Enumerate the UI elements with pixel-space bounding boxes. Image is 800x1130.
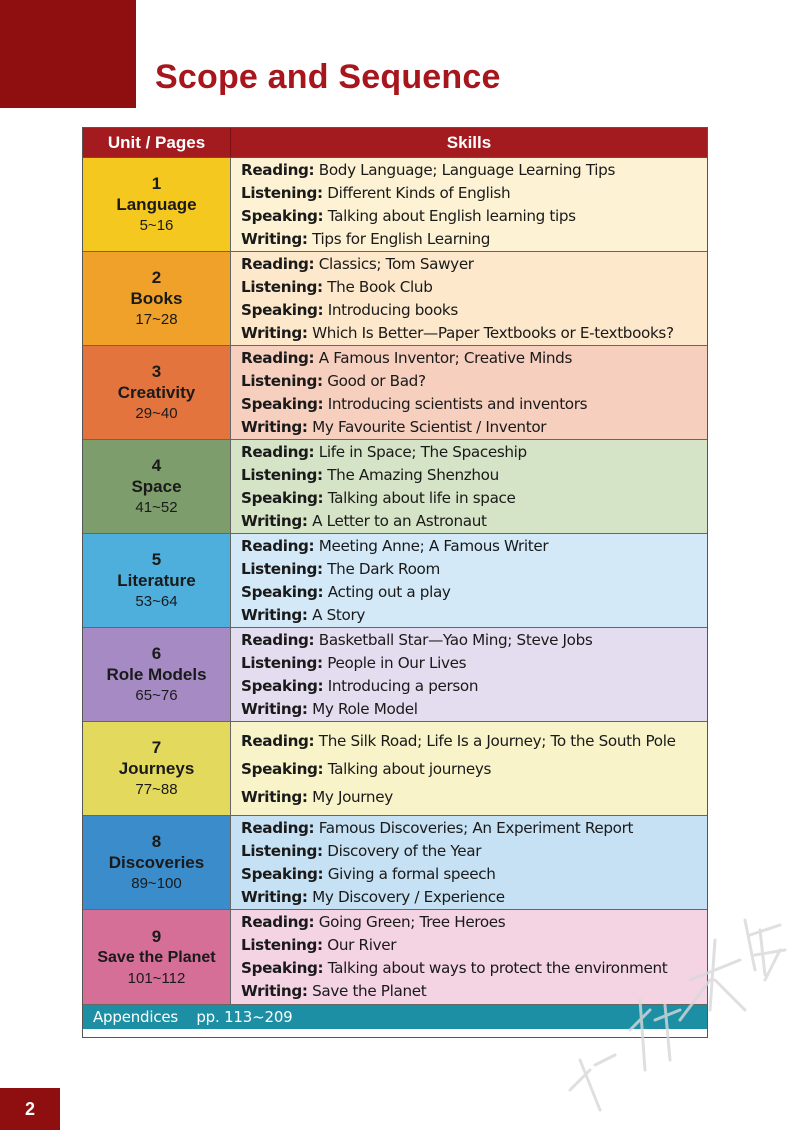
corner-decoration-block — [0, 0, 136, 108]
skill-text: Talking about ways to protect the environment — [327, 959, 668, 977]
skill-line — [241, 441, 697, 464]
skill-text: The Silk Road; Life Is a Journey; To the South Pole — [318, 731, 676, 750]
header-skills: Skills — [446, 132, 492, 152]
skill-text: The Amazing Shenzhou — [327, 465, 499, 484]
unit-row — [83, 628, 707, 722]
skill-text: Save the Planet — [312, 982, 427, 1000]
skill-label: Listening: — [241, 465, 323, 484]
unit-row — [83, 722, 707, 816]
unit-row — [83, 346, 707, 440]
skill-label: Reading: — [241, 630, 315, 649]
skill-text: Acting out a play — [327, 582, 451, 601]
skill-label: Writing: — [241, 511, 308, 530]
skill-text: Good or Bad? — [327, 371, 426, 390]
skills-cell — [231, 534, 707, 627]
skill-label: Reading: — [241, 818, 315, 837]
skill-label: Reading: — [241, 536, 315, 555]
unit-number: 9 — [151, 926, 162, 946]
skill-line — [241, 370, 697, 393]
skill-label: Reading: — [241, 913, 315, 931]
skill-text: Introducing scientists and inventors — [327, 394, 588, 413]
unit-name: Literature — [117, 571, 196, 590]
skill-label: Writing: — [241, 699, 308, 718]
skills-cell — [231, 910, 707, 1004]
skill-label: Writing: — [241, 787, 308, 806]
unit-cell — [83, 252, 231, 345]
skill-label: Listening: — [241, 653, 323, 672]
skill-text: Talking about life in space — [327, 488, 516, 507]
skill-label: Writing: — [241, 323, 308, 342]
skill-line — [241, 652, 697, 675]
skills-cell — [231, 158, 707, 251]
skill-label: Writing: — [241, 605, 308, 624]
skill-line — [241, 604, 697, 627]
unit-name: Role Models — [106, 665, 207, 684]
skill-line — [241, 487, 697, 510]
appendix-label: Appendices — [93, 1008, 179, 1026]
skill-text: My Journey — [312, 787, 393, 806]
skill-line — [241, 253, 697, 276]
skill-line — [241, 182, 697, 205]
skill-line — [241, 727, 697, 755]
unit-row — [83, 440, 707, 534]
skill-line — [241, 629, 697, 652]
skill-label: Speaking: — [241, 676, 324, 695]
skill-line — [241, 698, 697, 721]
skills-cell — [231, 252, 707, 345]
skills-cell — [231, 440, 707, 533]
unit-cell — [83, 534, 231, 627]
table-header-row — [83, 128, 707, 158]
skill-text: A Story — [312, 605, 365, 624]
skill-text: Famous Discoveries; An Experiment Report — [318, 818, 634, 837]
unit-cell — [83, 722, 231, 815]
skill-line — [241, 276, 697, 299]
unit-number: 2 — [151, 268, 162, 287]
skill-label: Speaking: — [241, 488, 324, 507]
skill-label: Reading: — [241, 254, 315, 273]
skill-text: Basketball Star—Yao Ming; Steve Jobs — [318, 630, 593, 649]
unit-number: 3 — [151, 362, 162, 381]
unit-name: Space — [131, 477, 182, 496]
unit-row — [83, 816, 707, 910]
skill-label: Reading: — [241, 442, 315, 461]
skill-label: Listening: — [241, 371, 323, 390]
unit-cell — [83, 910, 231, 1004]
skill-text: A Letter to an Astronaut — [312, 511, 487, 530]
skill-text: Going Green; Tree Heroes — [318, 913, 506, 931]
skill-label: Reading: — [241, 731, 315, 750]
skill-label: Writing: — [241, 982, 308, 1000]
unit-pages: 17~28 — [135, 311, 178, 328]
skill-text: Which Is Better—Paper Textbooks or E-textbooks? — [312, 323, 674, 342]
skill-line — [241, 840, 697, 863]
skill-text: Tips for English Learning — [312, 229, 491, 248]
skill-line — [241, 783, 697, 811]
skill-label: Listening: — [241, 277, 323, 296]
unit-pages: 53~64 — [135, 593, 178, 610]
skill-label: Listening: — [241, 183, 323, 202]
unit-row — [83, 534, 707, 628]
unit-row — [83, 158, 707, 252]
appendix-pages: pp. 113~209 — [196, 1008, 293, 1026]
skill-text: Different Kinds of English — [327, 183, 511, 202]
unit-cell — [83, 346, 231, 439]
skill-text: My Discovery / Experience — [312, 887, 505, 906]
unit-number: 4 — [151, 456, 162, 475]
skill-text: Introducing books — [327, 300, 458, 319]
unit-number: 6 — [151, 644, 162, 663]
unit-name: Books — [130, 289, 183, 308]
skill-line — [241, 416, 697, 439]
skill-label: Writing: — [241, 887, 308, 906]
unit-cell — [83, 440, 231, 533]
scope-sequence-table — [82, 127, 708, 1038]
unit-number: 8 — [151, 832, 162, 851]
skill-label: Speaking: — [241, 300, 324, 319]
skill-line — [241, 911, 697, 934]
skill-text: Giving a formal speech — [327, 864, 496, 883]
unit-row — [83, 252, 707, 346]
skill-label: Listening: — [241, 559, 323, 578]
skill-label: Reading: — [241, 160, 315, 179]
skill-line — [241, 817, 697, 840]
skills-cell — [231, 816, 707, 909]
skill-label: Listening: — [241, 841, 323, 860]
skill-text: The Dark Room — [327, 559, 440, 578]
unit-number: 5 — [151, 550, 162, 569]
skill-line — [241, 159, 697, 182]
skill-label: Writing: — [241, 229, 308, 248]
unit-pages: 29~40 — [135, 405, 178, 422]
unit-pages: 5~16 — [139, 217, 174, 234]
unit-name: Discoveries — [108, 853, 205, 872]
skill-line — [241, 535, 697, 558]
skill-line — [241, 228, 697, 251]
unit-pages: 65~76 — [135, 687, 178, 704]
unit-row — [83, 910, 707, 1005]
skill-line — [241, 755, 697, 783]
unit-cell — [83, 816, 231, 909]
unit-number: 1 — [151, 174, 162, 193]
skill-line — [241, 581, 697, 604]
unit-cell — [83, 158, 231, 251]
skill-line — [241, 347, 697, 370]
skill-label: Speaking: — [241, 582, 324, 601]
unit-pages: 89~100 — [131, 875, 182, 892]
unit-name: Journeys — [118, 759, 195, 778]
skill-line — [241, 205, 697, 228]
skill-line — [241, 934, 697, 957]
unit-rows — [83, 158, 707, 1005]
skill-label: Speaking: — [241, 394, 324, 413]
skill-text: Our River — [327, 936, 397, 954]
skill-label: Speaking: — [241, 959, 324, 977]
skill-text: Talking about English learning tips — [327, 206, 576, 225]
skill-text: Classics; Tom Sawyer — [318, 254, 474, 273]
skill-label: Speaking: — [241, 206, 324, 225]
skill-text: Meeting Anne; A Famous Writer — [318, 536, 549, 555]
unit-cell — [83, 628, 231, 721]
skill-line — [241, 322, 697, 345]
skill-line — [241, 299, 697, 322]
skill-line — [241, 510, 697, 533]
skill-line — [241, 558, 697, 581]
skill-line — [241, 464, 697, 487]
skill-line — [241, 393, 697, 416]
skill-text: Introducing a person — [327, 676, 479, 695]
header-unit-pages: Unit / Pages — [83, 128, 231, 157]
skills-cell — [231, 722, 707, 815]
skill-label: Writing: — [241, 417, 308, 436]
page-title: Scope and Sequence — [155, 58, 501, 96]
skill-label: Reading: — [241, 348, 315, 367]
skill-label: Speaking: — [241, 864, 324, 883]
unit-name: Creativity — [117, 383, 196, 402]
skill-text: Talking about journeys — [327, 759, 492, 778]
skills-cell — [231, 346, 707, 439]
skill-line — [241, 863, 697, 886]
skill-text: A Famous Inventor; Creative Minds — [318, 348, 573, 367]
skill-text: Discovery of the Year — [327, 841, 482, 860]
unit-name: Save the Planet — [97, 948, 216, 966]
skill-text: My Role Model — [312, 699, 418, 718]
unit-pages: 77~88 — [135, 781, 178, 798]
skill-text: People in Our Lives — [327, 653, 467, 672]
skill-line — [241, 957, 697, 980]
appendix-row — [83, 1005, 707, 1029]
skill-text: The Book Club — [327, 277, 433, 296]
skill-text: Body Language; Language Learning Tips — [318, 160, 616, 179]
skill-text: My Favourite Scientist / Inventor — [312, 417, 547, 436]
skill-line — [241, 980, 697, 1003]
unit-name: Language — [116, 195, 197, 214]
skill-label: Listening: — [241, 936, 323, 954]
unit-pages: 41~52 — [135, 499, 178, 516]
unit-pages: 101~112 — [127, 969, 186, 987]
skill-text: Life in Space; The Spaceship — [318, 442, 527, 461]
skill-label: Speaking: — [241, 759, 324, 778]
skill-line — [241, 886, 697, 909]
skills-cell — [231, 628, 707, 721]
page-number: 2 — [0, 1088, 60, 1130]
unit-number: 7 — [151, 738, 162, 757]
skill-line — [241, 675, 697, 698]
